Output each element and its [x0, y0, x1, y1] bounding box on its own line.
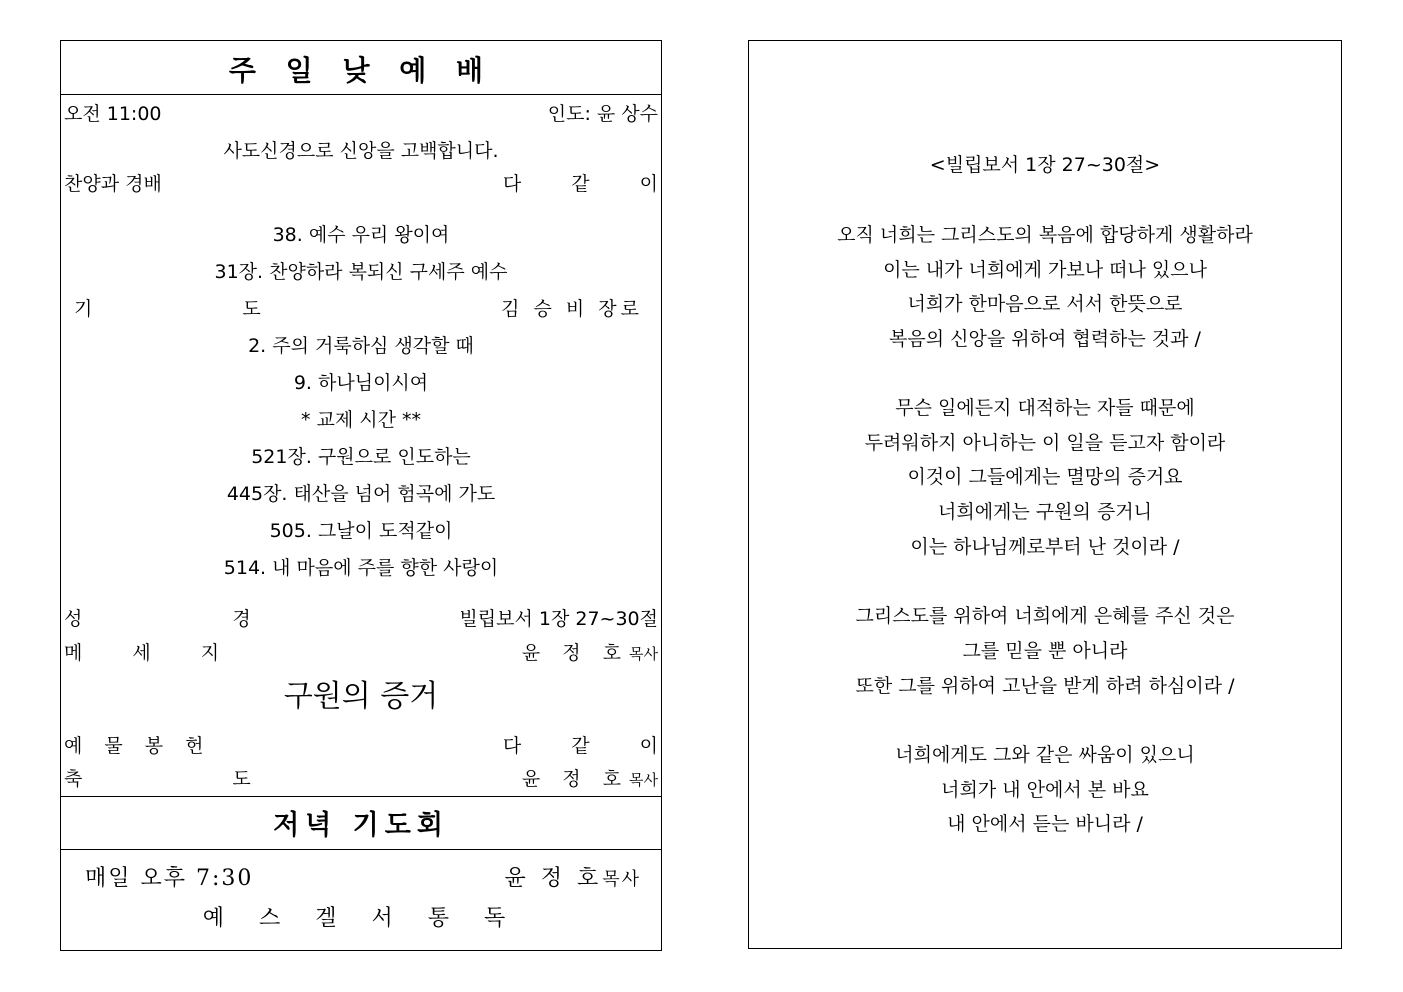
message-label: 메 세 지 — [64, 642, 242, 664]
creed-line: 사도신경으로 신앙을 고백합니다. — [223, 140, 499, 162]
blessing-label: 축 도 — [64, 768, 323, 790]
scripture-label: 성 경 — [64, 608, 323, 630]
song-item: 31장. 찬양하라 복되신 구세주 예수 — [214, 261, 508, 283]
verse-line: 오직 너희는 그리스도의 복음에 합당하게 생활하라 — [837, 224, 1253, 246]
divider — [61, 796, 661, 797]
verse-line: 복음의 신앙을 위하여 협력하는 것과 / — [889, 328, 1201, 350]
evening-reading: 예 스 겔 서 통 독 — [202, 906, 520, 931]
prayer-label: 기 도 — [74, 298, 333, 320]
divider — [61, 849, 661, 850]
verse-line: 내 안에서 듣는 바니라 / — [947, 813, 1143, 835]
service-time: 오전 11:00 — [64, 103, 162, 125]
verse-line: 이는 하나님께로부터 난 것이라 / — [910, 536, 1180, 558]
song-item: 445장. 태산을 넘어 험곡에 가도 — [226, 483, 496, 505]
scripture-heading: <빌립보서 1장 27~30절> — [929, 154, 1161, 176]
worship-order-panel — [60, 40, 680, 951]
verse-line: 두려워하지 아니하는 이 일을 듣고자 함이라 — [864, 432, 1226, 454]
verse-line: 그를 믿을 뿐 아니라 — [962, 640, 1128, 662]
verse-line: 무슨 일에든지 대적하는 자들 때문에 — [895, 397, 1195, 419]
fellowship-time: * 교제 시간 ** — [300, 409, 422, 431]
verse-line: 너희에게는 구원의 증거니 — [938, 501, 1152, 523]
prayer-who: 김 승 비 장로 — [501, 298, 643, 320]
evening-leader-name: 윤 정 호 — [504, 866, 603, 891]
song-item: 514. 내 마음에 주를 향한 사랑이 — [223, 557, 499, 579]
verse-line: 그리스도를 위하여 너희에게 은혜를 주신 것은 — [855, 605, 1235, 627]
blessing-name: 윤 정 호 — [521, 768, 630, 790]
verse-line: 너희가 한마음으로 서서 한뜻으로 — [907, 293, 1183, 315]
song-item: 521장. 구원으로 인도하는 — [251, 446, 471, 468]
verse-line: 이것이 그들에게는 멸망의 증거요 — [907, 466, 1183, 488]
preacher-name: 윤 정 호 — [521, 642, 630, 664]
offering-label: 예 물 봉 헌 — [64, 735, 212, 757]
verse-line: 이는 내가 너희에게 가보나 떠나 있으나 — [883, 259, 1207, 281]
scripture-text-panel — [748, 40, 1342, 949]
evening-service-title: 저녁 기도회 — [273, 810, 449, 841]
scripture-ref: 빌립보서 1장 27~30절 — [459, 608, 658, 630]
message-preacher — [522, 641, 658, 666]
evening-leader — [504, 867, 641, 892]
praise-label: 찬양과 경배 — [64, 173, 162, 195]
verse-line: 너희가 내 안에서 본 바요 — [941, 779, 1149, 801]
evening-schedule: 매일 오후 7:30 — [85, 866, 254, 891]
divider — [61, 94, 661, 95]
song-item: 38. 예수 우리 왕이여 — [272, 224, 450, 246]
song-item: 9. 하나님이시여 — [293, 372, 429, 394]
verse-line: 또한 그를 위하여 고난을 받게 하려 하심이라 / — [855, 675, 1235, 697]
morning-service-title: 주 일 낮 예 배 — [228, 54, 494, 87]
song-item: 505. 그날이 도적같이 — [269, 520, 453, 542]
song-item: 2. 주의 거룩하심 생각할 때 — [248, 335, 474, 357]
sermon-title: 구원의 증거 — [283, 679, 439, 714]
blessing-title: 목사 — [629, 771, 658, 789]
service-leader: 인도: 윤 상수 — [547, 103, 658, 125]
preacher-title: 목사 — [629, 645, 658, 663]
blessing-preacher — [522, 767, 658, 792]
verse-line: 너희에게도 그와 같은 싸움이 있으니 — [895, 744, 1195, 766]
praise-who: 다 같 이 — [502, 173, 680, 195]
offering-who: 다 같 이 — [502, 735, 680, 757]
evening-leader-title: 목사 — [602, 869, 641, 890]
